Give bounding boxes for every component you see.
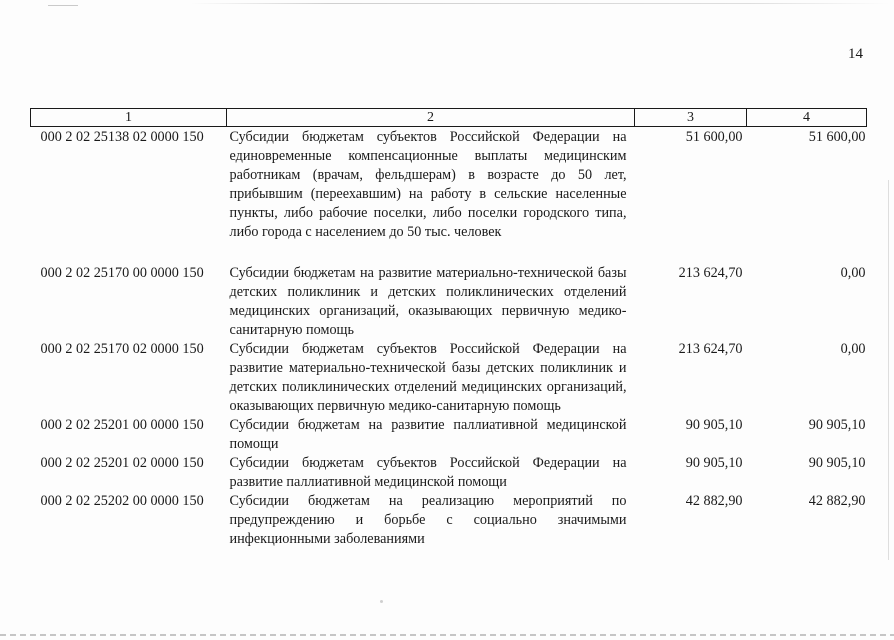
- scan-artifact-line: [190, 3, 890, 4]
- amount-col-3: 213 624,70: [678, 265, 743, 281]
- budget-table: [30, 108, 867, 549]
- income-name: Субсидии бюджетам на развитие паллиативной медицинской помощи: [229, 417, 627, 452]
- column-header-sum-1: 3: [635, 109, 747, 127]
- table-row: [31, 454, 867, 492]
- column-header-sum-2: 4: [747, 109, 867, 127]
- table-header-row: [31, 109, 867, 127]
- budget-code: 000 2 02 25201 00 0000 150: [40, 417, 204, 433]
- table-row: [31, 416, 867, 454]
- amount-col-4: 0,00: [840, 265, 866, 281]
- scan-speck: [380, 600, 383, 603]
- amount-col-4: 42 882,90: [808, 493, 866, 509]
- income-name: Субсидии бюджетам на развитие материально-технической базы детских поликлиник и детских поликлинических отделений медицинских организаций, оказывающих первичную медико-санитарную помощь: [229, 265, 627, 338]
- scan-artifact-line: [888, 180, 889, 560]
- table-row: [31, 127, 867, 265]
- scan-artifact-line: [48, 5, 78, 6]
- budget-code: 000 2 02 25170 00 0000 150: [40, 265, 204, 281]
- amount-col-3: 90 905,10: [685, 455, 743, 471]
- amount-col-3: 51 600,00: [685, 129, 743, 145]
- table-header: [31, 109, 867, 127]
- page-number: 14: [848, 46, 863, 62]
- table-row: [31, 492, 867, 549]
- income-name: Субсидии бюджетам субъектов Российской Федерации на развитие материально-технической базы детских поликлиник и детских поликлинических отделений медицинских организаций, оказывающих первичную медико-санитарную помощь: [229, 341, 627, 414]
- amount-col-4: 0,00: [840, 341, 866, 357]
- column-header-code: 1: [31, 109, 227, 127]
- amount-col-4: 51 600,00: [808, 129, 866, 145]
- budget-code: 000 2 02 25202 00 0000 150: [40, 493, 204, 509]
- scan-artifact-line: [0, 634, 894, 636]
- table-body: [31, 127, 867, 550]
- table-row: [31, 340, 867, 416]
- budget-code: 000 2 02 25170 02 0000 150: [40, 341, 204, 357]
- amount-col-3: 90 905,10: [685, 417, 743, 433]
- income-name: Субсидии бюджетам на реализацию мероприятий по предупреждению и борьбе с социально значимыми инфекционными заболеваниями: [229, 493, 627, 547]
- amount-col-3: 42 882,90: [685, 493, 743, 509]
- amount-col-3: 213 624,70: [678, 341, 743, 357]
- budget-code: 000 2 02 25201 02 0000 150: [40, 455, 204, 471]
- income-name: Субсидии бюджетам субъектов Российской Федерации на развитие паллиативной медицинской помощи: [229, 455, 627, 490]
- amount-col-4: 90 905,10: [808, 455, 866, 471]
- column-header-name: 2: [227, 109, 635, 127]
- table-row: [31, 264, 867, 340]
- income-name: Субсидии бюджетам субъектов Российской Федерации на единовременные компенсационные выплаты медицинским работникам (врачам, фельдшерам) в возрасте до 50 лет, прибывшим (переехавшим) на работу в сельские населенные пункты, либо рабочие поселки, либо поселки городского типа, либо города с населением до 50 тыс. человек: [229, 129, 627, 240]
- amount-col-4: 90 905,10: [808, 417, 866, 433]
- budget-code: 000 2 02 25138 02 0000 150: [40, 129, 204, 145]
